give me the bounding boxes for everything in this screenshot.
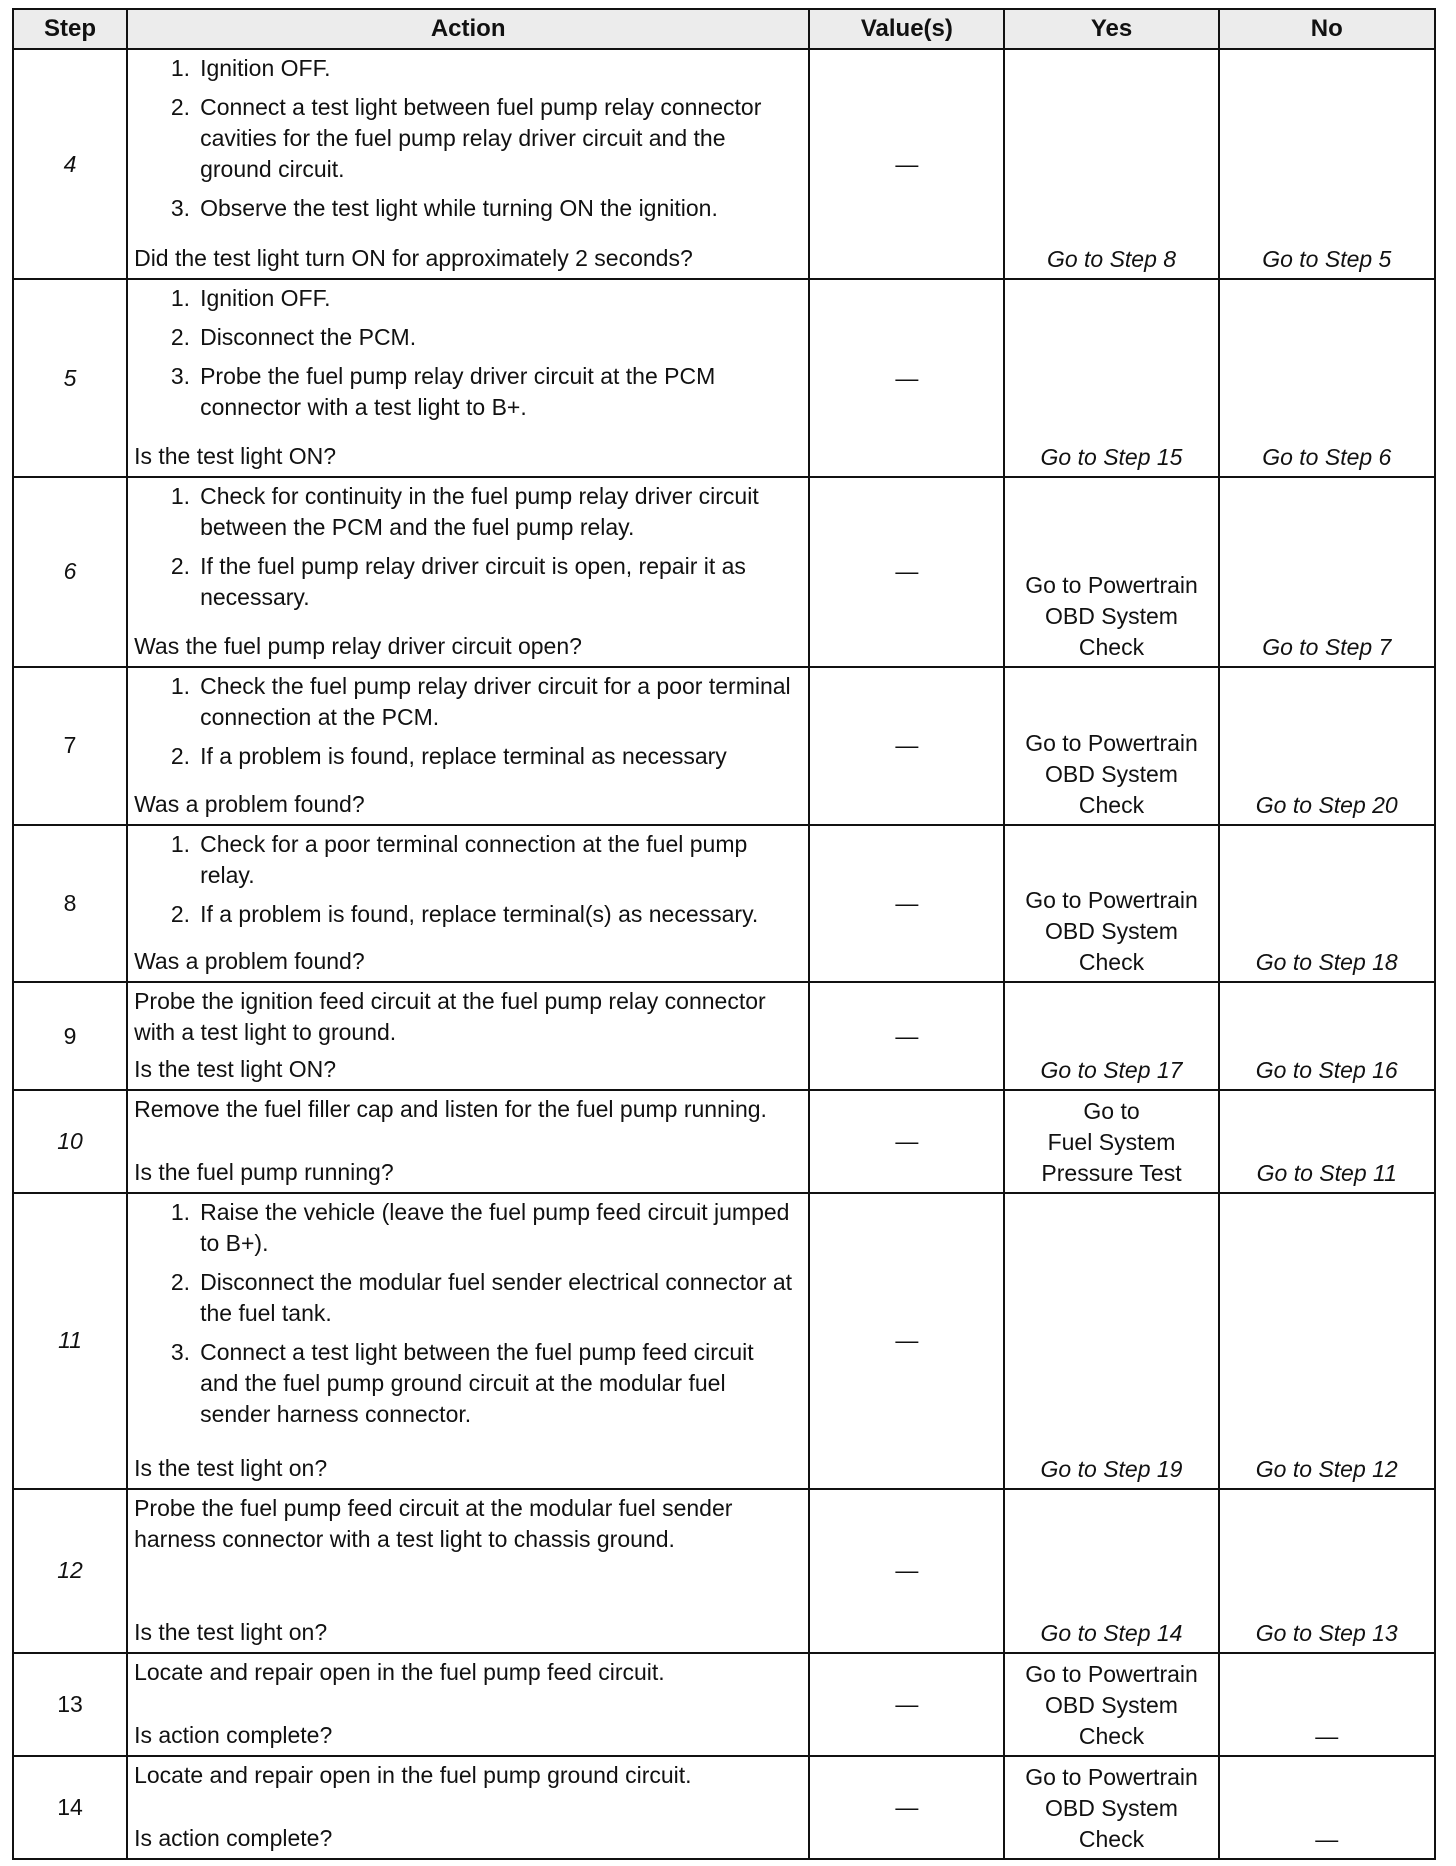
action-question: Is action complete? xyxy=(134,1721,333,1748)
action-step xyxy=(134,551,802,613)
action-step xyxy=(134,53,802,84)
value-cell xyxy=(809,1090,1004,1193)
value-dash: — xyxy=(895,1127,919,1154)
action-step xyxy=(134,829,802,891)
no-cell xyxy=(1219,1756,1435,1859)
action-question: Is action complete? xyxy=(134,1825,333,1851)
value-cell xyxy=(809,825,1004,983)
table-row xyxy=(13,1653,1435,1756)
value-dash: — xyxy=(895,1022,919,1049)
header-action: Action xyxy=(127,9,809,49)
action-cell xyxy=(127,1193,809,1489)
yes-cell xyxy=(1004,1489,1218,1653)
table-body xyxy=(13,49,1435,1859)
no-result: Go to Step 7 xyxy=(1262,633,1392,660)
action-step xyxy=(134,283,802,314)
value-dash: — xyxy=(895,558,919,585)
value-dash: — xyxy=(895,1557,919,1584)
action-question: Is the test light ON? xyxy=(134,443,337,470)
action-step-number: 3. xyxy=(170,195,191,221)
action-cell xyxy=(127,279,809,477)
step-number: 8 xyxy=(13,825,127,983)
table-row xyxy=(13,1193,1435,1489)
yes-cell xyxy=(1004,279,1218,477)
yes-cell xyxy=(1004,1193,1218,1489)
value-cell xyxy=(809,1653,1004,1756)
action-step-number: 1. xyxy=(170,285,191,312)
action-cell xyxy=(127,825,809,983)
table-row xyxy=(13,1756,1435,1859)
step-number: 7 xyxy=(13,667,127,825)
no-cell xyxy=(1219,477,1435,666)
action-step-number: 1. xyxy=(170,55,191,81)
action-question: Is the test light on? xyxy=(134,1454,328,1481)
action-step-number: 2. xyxy=(170,553,191,580)
yes-result: Go to Step 17 xyxy=(1040,1056,1183,1083)
yes-cell xyxy=(1004,1653,1218,1756)
action-step xyxy=(134,361,802,423)
yes-result: Go to Fuel System Pressure Test xyxy=(1041,1097,1182,1186)
no-result: Go to Step 11 xyxy=(1256,1159,1397,1186)
step-number: 9 xyxy=(13,982,127,1089)
no-cell xyxy=(1219,982,1435,1089)
yes-cell xyxy=(1004,982,1218,1089)
diagnostic-table-sheet xyxy=(12,8,1436,1860)
action-step xyxy=(134,1197,802,1259)
yes-result: Go to Powertrain OBD System Check xyxy=(1025,1660,1198,1749)
no-cell xyxy=(1219,1489,1435,1653)
yes-result: Go to Step 15 xyxy=(1040,444,1183,471)
step-number: 5 xyxy=(13,279,127,477)
action-text: Probe the ignition feed circuit at the fuel pump relay connector with a test light to ground. xyxy=(134,988,766,1046)
action-step-number: 2. xyxy=(170,94,191,120)
table-row xyxy=(13,49,1435,279)
yes-cell xyxy=(1004,1090,1218,1193)
table-row xyxy=(13,982,1435,1089)
no-cell xyxy=(1219,1193,1435,1489)
action-step xyxy=(134,741,802,772)
action-step-text: Disconnect the PCM. xyxy=(200,324,417,351)
value-dash: — xyxy=(895,889,919,916)
no-result: — xyxy=(1315,1826,1339,1852)
action-step-number: 2. xyxy=(170,324,191,351)
action-question: Is the fuel pump running? xyxy=(134,1158,394,1185)
header-row xyxy=(13,9,1435,49)
header-step: Step xyxy=(13,9,127,49)
action-step-text: Disconnect the modular fuel sender electrical connector at the fuel tank. xyxy=(200,1268,793,1326)
action-text: Remove the fuel filler cap and listen for the fuel pump running. xyxy=(134,1095,767,1122)
action-step xyxy=(134,899,802,930)
yes-result: Go to Step 8 xyxy=(1046,246,1177,273)
value-cell xyxy=(809,1193,1004,1489)
header-no: No xyxy=(1219,9,1435,49)
action-step xyxy=(134,193,802,224)
action-step xyxy=(134,481,802,543)
action-question: Is the test light ON? xyxy=(134,1055,337,1082)
action-step-number: 1. xyxy=(170,830,191,857)
yes-cell xyxy=(1004,49,1218,279)
step-number: 12 xyxy=(13,1489,127,1653)
no-cell xyxy=(1219,279,1435,477)
value-cell xyxy=(809,1756,1004,1859)
no-cell xyxy=(1219,1090,1435,1193)
table-row xyxy=(13,667,1435,825)
yes-result: Go to Step 19 xyxy=(1040,1455,1183,1482)
yes-result: Go to Powertrain OBD System Check xyxy=(1025,1764,1198,1852)
no-result: Go to Step 12 xyxy=(1255,1455,1398,1482)
action-cell xyxy=(127,1489,809,1653)
table-row xyxy=(13,1489,1435,1653)
action-question: Was the fuel pump relay driver circuit open? xyxy=(134,632,582,659)
no-result: Go to Step 18 xyxy=(1255,949,1398,976)
action-cell xyxy=(127,49,809,279)
header-yes: Yes xyxy=(1004,9,1218,49)
action-step-text: If a problem is found, replace terminal as necessary xyxy=(200,742,727,769)
action-step-number: 2. xyxy=(170,1268,191,1295)
action-cell xyxy=(127,1756,809,1859)
value-dash: — xyxy=(895,732,919,759)
step-number: 4 xyxy=(13,49,127,279)
value-cell xyxy=(809,279,1004,477)
no-result: Go to Step 6 xyxy=(1262,444,1392,471)
action-step xyxy=(134,322,802,353)
yes-cell xyxy=(1004,825,1218,983)
action-cell xyxy=(127,982,809,1089)
action-step xyxy=(134,92,802,185)
action-step-text: Ignition OFF. xyxy=(200,55,331,81)
value-cell xyxy=(809,982,1004,1089)
no-result: — xyxy=(1315,1722,1339,1749)
value-cell xyxy=(809,1489,1004,1653)
action-step-number: 2. xyxy=(170,900,191,927)
action-step-number: 1. xyxy=(170,672,191,699)
action-step-text: Connect a test light between the fuel pump feed circuit and the fuel pump ground circuit at the modular fuel sender harness connector. xyxy=(200,1338,754,1427)
action-step-number: 3. xyxy=(170,363,191,390)
value-dash: — xyxy=(895,364,919,391)
action-text: Locate and repair open in the fuel pump feed circuit. xyxy=(134,1658,665,1685)
value-cell xyxy=(809,477,1004,666)
no-cell xyxy=(1219,825,1435,983)
no-result: Go to Step 20 xyxy=(1255,791,1398,818)
action-step-text: Check for a poor terminal connection at the fuel pump relay. xyxy=(200,830,748,888)
value-dash: — xyxy=(895,1327,919,1354)
no-cell xyxy=(1219,667,1435,825)
value-cell xyxy=(809,49,1004,279)
step-number: 14 xyxy=(13,1756,127,1859)
step-number: 13 xyxy=(13,1653,127,1756)
action-step-text: Probe the fuel pump relay driver circuit at the PCM connector with a test light to B+. xyxy=(200,363,716,421)
action-text: Probe the fuel pump feed circuit at the modular fuel sender harness connector with a test light to chassis ground. xyxy=(134,1494,733,1552)
action-step xyxy=(134,1267,802,1329)
action-step-text: Check for continuity in the fuel pump relay driver circuit between the PCM and the fuel pump relay. xyxy=(200,483,759,541)
diagnostic-table xyxy=(12,8,1436,1860)
yes-result: Go to Step 14 xyxy=(1040,1619,1183,1646)
no-result: Go to Step 13 xyxy=(1255,1619,1398,1646)
no-result: Go to Step 16 xyxy=(1255,1056,1398,1083)
value-cell xyxy=(809,667,1004,825)
action-step-number: 2. xyxy=(170,742,191,769)
action-cell xyxy=(127,477,809,666)
step-number: 10 xyxy=(13,1090,127,1193)
action-step-text: Check the fuel pump relay driver circuit for a poor terminal connection at the PCM. xyxy=(200,672,791,730)
no-cell xyxy=(1219,1653,1435,1756)
action-cell xyxy=(127,1653,809,1756)
no-result: Go to Step 5 xyxy=(1262,246,1392,273)
yes-result: Go to Powertrain OBD System Check xyxy=(1025,571,1198,660)
action-step xyxy=(134,671,802,733)
value-dash: — xyxy=(895,150,919,177)
value-dash: — xyxy=(895,1690,919,1717)
step-number: 11 xyxy=(13,1193,127,1489)
action-step-text: If the fuel pump relay driver circuit is open, repair it as necessary. xyxy=(200,553,746,611)
header-values: Value(s) xyxy=(809,9,1004,49)
value-dash: — xyxy=(895,1793,919,1820)
action-text: Locate and repair open in the fuel pump ground circuit. xyxy=(134,1761,692,1788)
action-step-text: Connect a test light between fuel pump relay connector cavities for the fuel pump relay driver circuit and the ground circuit. xyxy=(200,94,762,182)
step-number: 6 xyxy=(13,477,127,666)
action-cell xyxy=(127,1090,809,1193)
action-question: Did the test light turn ON for approximately 2 seconds? xyxy=(134,245,693,272)
action-question: Is the test light on? xyxy=(134,1618,328,1645)
action-question: Was a problem found? xyxy=(134,790,365,817)
action-step-number: 3. xyxy=(170,1338,191,1365)
yes-cell xyxy=(1004,667,1218,825)
table-row xyxy=(13,279,1435,477)
action-step-text: Raise the vehicle (leave the fuel pump feed circuit jumped to B+). xyxy=(200,1198,790,1256)
table-row xyxy=(13,477,1435,666)
yes-cell xyxy=(1004,477,1218,666)
yes-result: Go to Powertrain OBD System Check xyxy=(1025,887,1198,976)
yes-cell xyxy=(1004,1756,1218,1859)
action-cell xyxy=(127,667,809,825)
action-step-text: Ignition OFF. xyxy=(200,285,331,312)
no-cell xyxy=(1219,49,1435,279)
table-row xyxy=(13,1090,1435,1193)
action-step-text: If a problem is found, replace terminal(s) as necessary. xyxy=(200,900,759,927)
yes-result: Go to Powertrain OBD System Check xyxy=(1025,729,1198,818)
action-question: Was a problem found? xyxy=(134,948,365,975)
action-step-number: 1. xyxy=(170,483,191,510)
action-step-text: Observe the test light while turning ON the ignition. xyxy=(200,195,718,221)
table-row xyxy=(13,825,1435,983)
action-step xyxy=(134,1337,802,1430)
action-step-number: 1. xyxy=(170,1198,191,1225)
